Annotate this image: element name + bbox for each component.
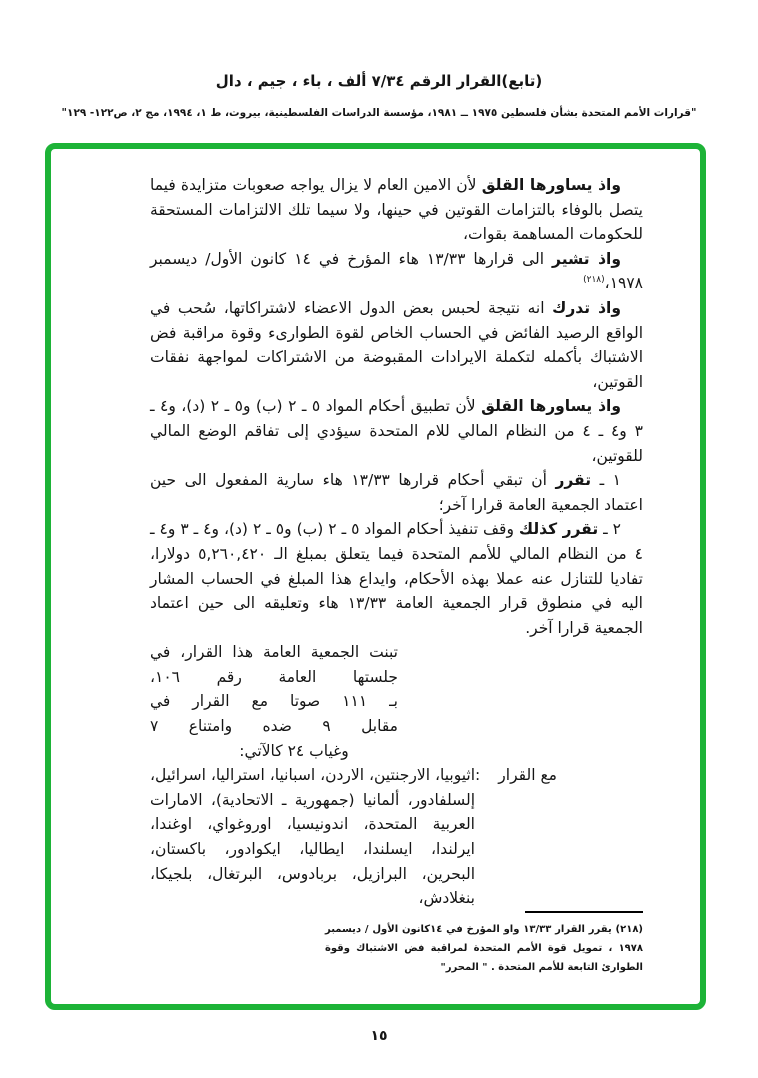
clause-number: ٢ ـ xyxy=(598,520,621,539)
clause-number: ١ ـ xyxy=(591,471,621,490)
operative-clause-1 xyxy=(150,468,643,517)
vote-countries-list: اثيوبيا، الارجنتين، الاردن، اسبانيا، استراليا، اسرائيل، إلسلفادور، ألمانيا (جمهورية ـ الاتحادية)، الامارات العربية المتحدة، اندونيسيا، اوروغواي، اوغندا، ايرلندا، ايسلندا، ايطاليا، ايكوادور، باكستان، البحرين، البرازيل، بربادوس، البرتغال، بلجيكا، بنغلادش، xyxy=(150,766,475,908)
footnote-reference-marker: (٢١٨) xyxy=(583,275,605,286)
clause-text: أن تبقي أحكام قرارها ١٣/٣٣ هاء سارية المفعول الى حين اعتماد الجمعية العامة قرارا آخر؛ xyxy=(150,471,643,514)
clause-lead: تقرر xyxy=(555,471,592,490)
green-border-frame xyxy=(45,143,706,1010)
paragraph-text: انه نتيجة لحبس بعض الدول الاعضاء لاشتراكاتها، سُحب في الواقع الرصيد الفائض في الحساب الخاص لقوة الطوارىء وقوة مراقبة فض الاشتباك بأكمله لتكملة الايرادات المقبوضة من الاشتراكات لمواجهة نفقات القوتين، xyxy=(150,298,643,391)
paragraph-text: لأن تطبيق أحكام المواد ٥ ـ ٢ (ب) و٥ ـ ٢ (د)، و٤ ـ ٣ و٤ ـ ٤ من النظام المالي للام المتحدة سيؤدي إلى تفاقم الوضع المالي للقوتين، xyxy=(150,397,643,465)
preamble-paragraph-2 xyxy=(150,247,643,296)
vote-list-row xyxy=(150,763,557,911)
adoption-line: تبنت الجمعية العامة هذا القرار، في xyxy=(150,643,398,662)
paragraph-lead: واذ يساورها القلق xyxy=(481,176,621,194)
vote-label-colon: : xyxy=(475,766,481,785)
document-title: (تابع)القرار الرقم ٧/٣٤ ألف ، باء ، جيم ، دال xyxy=(215,72,543,90)
paragraph-lead: واذ يساورها القلق xyxy=(481,397,622,416)
paragraph-text: لأن الامين العام لا يزال يواجه صعوبات متزايدة فيما يتصل بالوفاء بالتزامات القوتين في حينها، ولا سيما تلك الالتزامات المستحقة للحكومات المساهمة بقوات، xyxy=(150,176,643,244)
preamble-paragraph-3 xyxy=(150,296,643,394)
adoption-record-block xyxy=(150,640,398,763)
clause-text: وقف تنفيذ أحكام المواد ٥ ـ ٢ (ب) و٥ ـ ٢ (د)، و٤ ـ ٣ و٤ ـ ٤ من النظام المالي للأمم المتحدة فيما يتعلق بمبلغ الـ ٥,٢٦٠,٤٢٠ دولارا، تفاديا للتنازل عنه عملا بهذه الأحكام، وايداع هذا المبلغ في الحساب المشار اليه في منطوق قرار الجمعية العامة ١٣/٣٣ هاء وتعليقه الى حين اعتماد الجمعية قرارا آخر. xyxy=(150,520,643,637)
adoption-line: جلستها العامة رقم ١٠٦، xyxy=(150,667,398,686)
page-number: ١٥ xyxy=(370,1028,388,1044)
adoption-line: بـ ١١١ صوتا مع القرار في xyxy=(150,692,398,711)
paragraph-lead: واذ تشير xyxy=(552,249,621,268)
paragraph-text: الى قرارها ١٣/٣٣ هاء المؤرخ في ١٤ كانون الأول/ ديسمبر ١٩٧٨، xyxy=(150,249,643,293)
vote-label-text: مع القرار xyxy=(498,766,557,785)
adoption-line: مقابل ٩ ضده وامتناع ٧ xyxy=(150,717,398,736)
paragraph-lead: واذ تدرك xyxy=(552,298,622,317)
footnote-separator-rule xyxy=(525,911,643,913)
preamble-paragraph-1 xyxy=(150,173,643,247)
clause-lead: تقرر كذلك xyxy=(518,520,599,539)
adoption-line-last: وغياب ٢٤ كالآتي: xyxy=(239,741,349,760)
footnote-number: (٢١٨) xyxy=(615,923,643,935)
operative-clause-2 xyxy=(150,517,643,640)
footnote-body: يقرر القرار ١٣/٣٣ واو المؤرخ في ١٤كانون الأول / ديسمبر ١٩٧٨ ، تمويل قوة الأمم المتحدة لمراقبة فض الاشتباك وقوة الطوارئ التابعة للأمم المتحدة . " المحرر" xyxy=(325,923,643,973)
source-citation-line: "قرارات الأمم المتحدة بشأن فلسطين ١٩٧٥ ــ ١٩٨١، مؤسسة الدراسات الفلسطينية، بيروت، ط ١، ١٩٩٤، مج ٢، ص١٢٢- ١٢٩" xyxy=(61,107,697,119)
preamble-paragraph-4 xyxy=(150,394,643,468)
footnote-text xyxy=(325,920,643,977)
vote-list-label xyxy=(475,763,557,911)
footnote-block xyxy=(325,911,643,977)
